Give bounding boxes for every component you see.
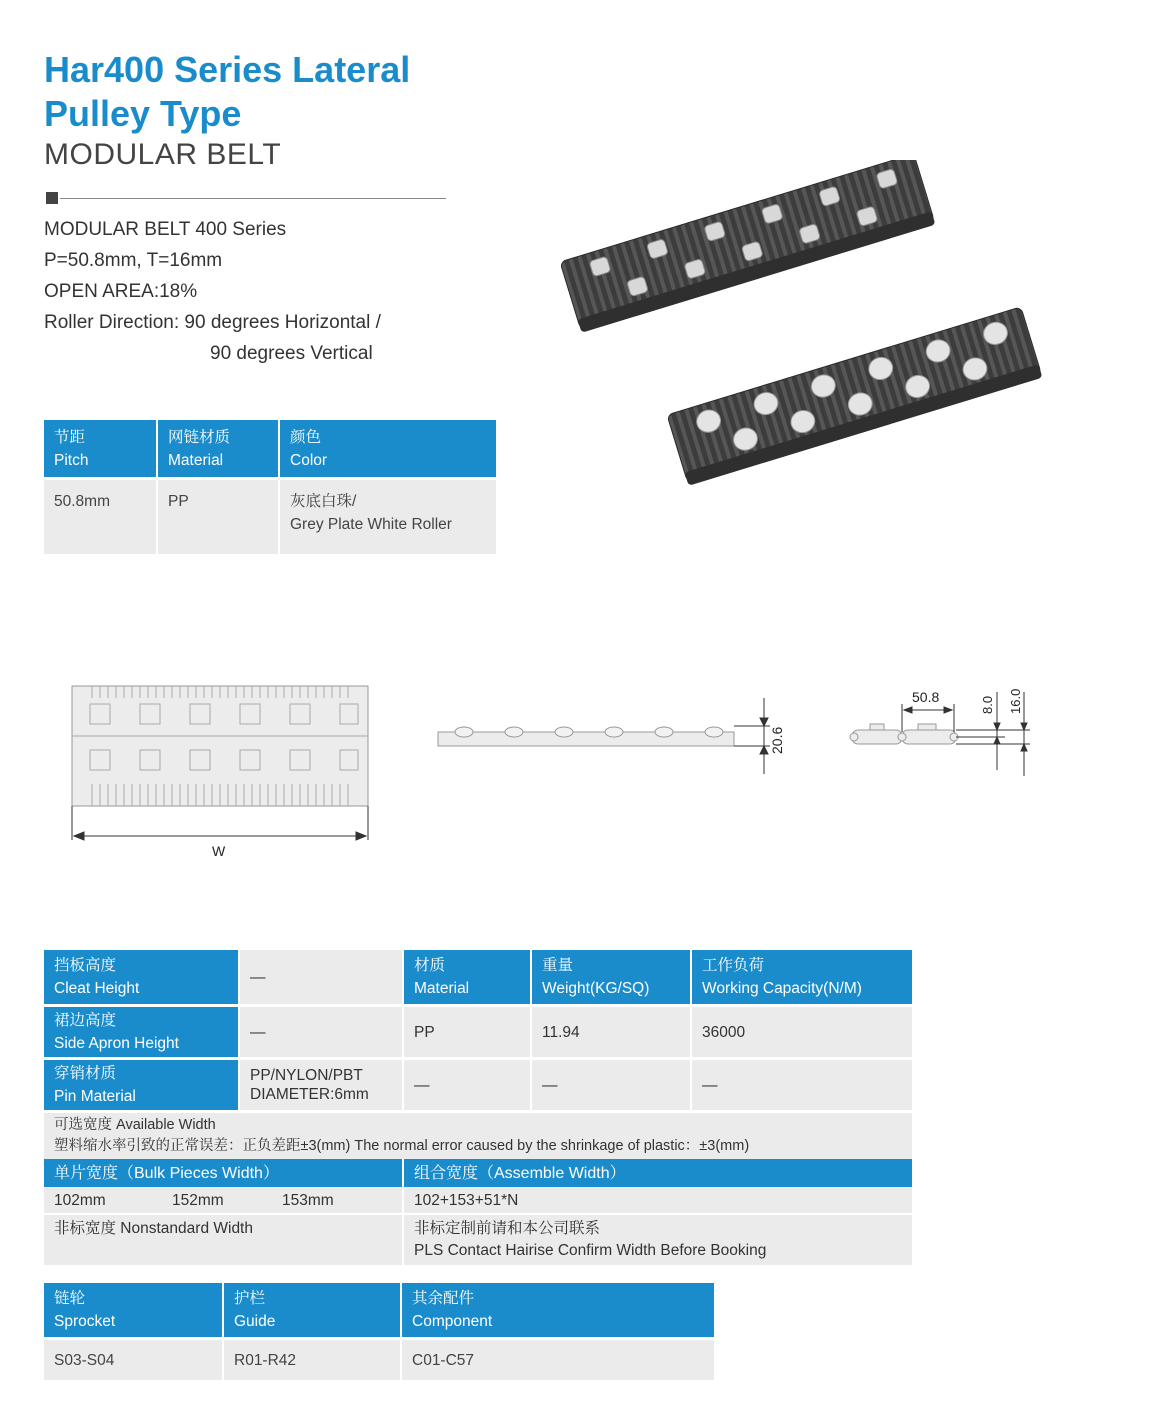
cell-pitch: 50.8mm <box>44 480 156 554</box>
cell-pin-cap-dash: — <box>692 1060 912 1110</box>
bulk-widths-cell <box>44 1187 402 1213</box>
width-152: 152mm <box>172 1191 224 1209</box>
spec-pitch-thickness: P=50.8mm, T=16mm <box>44 250 223 271</box>
belt-module-top <box>560 160 935 333</box>
cell-pin-weight-dash: — <box>532 1060 690 1110</box>
dim-b-label: 16.0 <box>1008 688 1023 714</box>
dim-a-label: 8.0 <box>980 695 995 714</box>
header-pitch: 节距 Pitch <box>44 420 156 477</box>
page-title <box>44 48 410 136</box>
width-102: 102mm <box>54 1191 106 1209</box>
header-material: 网链材质 Material <box>158 420 278 477</box>
cell-weight-value: 11.94 <box>532 1007 690 1057</box>
profile-drawing <box>840 680 1040 780</box>
available-width-note: 可选宽度 Available Width 塑料缩水率引致的正常误差：正负差距±3(mm) The normal error caused by the shrinkage of plastic：±3(mm) <box>44 1113 912 1159</box>
page-subtitle: MODULAR BELT <box>44 138 282 171</box>
title-line-1: Har400 Series Lateral <box>44 49 411 90</box>
accessories-table <box>42 1283 716 1380</box>
divider-rule <box>60 198 446 199</box>
header-pin-material: 穿销材质 Pin Material <box>44 1060 238 1110</box>
spec-series: MODULAR BELT 400 Series <box>44 219 287 240</box>
cell-pin-mat-dash: — <box>404 1060 530 1110</box>
spec-list <box>44 214 381 369</box>
side-view-drawing <box>430 690 800 780</box>
pitch-label: 50.8 <box>912 689 940 705</box>
cell-component: C01-C57 <box>402 1340 714 1380</box>
spec-open-area: OPEN AREA:18% <box>44 281 198 302</box>
width-label: W <box>212 843 226 859</box>
cell-sprocket: S03-S04 <box>44 1340 222 1380</box>
cell-cleat-height: — <box>240 950 402 1004</box>
cell-pin-material: PP/NYLON/PBT DIAMETER:6mm <box>240 1060 402 1110</box>
cell-guide: R01-R42 <box>224 1340 400 1380</box>
nonstandard-width: 非标宽度 Nonstandard Width <box>44 1215 402 1265</box>
cell-capacity-value: 36000 <box>692 1007 912 1057</box>
header-working-capacity: 工作负荷 Working Capacity(N/M) <box>692 950 912 1004</box>
belt-module-bottom <box>667 307 1042 486</box>
contact-note: 非标定制前请和本公司联系 PLS Contact Hairise Confirm Width Before Booking <box>404 1215 912 1265</box>
header-guide: 护栏 Guide <box>224 1283 400 1337</box>
rule-square <box>46 192 58 204</box>
top-view-drawing <box>62 676 382 866</box>
assemble-width-value: 102+153+51*N <box>404 1187 912 1213</box>
header-weight: 重量 Weight(KG/SQ) <box>532 950 690 1004</box>
cell-material-value: PP <box>404 1007 530 1057</box>
spec-roller-direction-2: 90 degrees Vertical <box>210 343 373 364</box>
title-line-2: Pulley Type <box>44 93 242 134</box>
header-sprocket: 链轮 Sprocket <box>44 1283 222 1337</box>
spec-table <box>42 420 498 554</box>
cell-color: 灰底白珠/ Grey Plate White Roller <box>280 480 496 554</box>
product-photo <box>555 160 1045 495</box>
spec-roller-direction: Roller Direction: 90 degrees Horizontal / <box>44 312 381 333</box>
cell-side-apron: — <box>240 1007 402 1057</box>
cell-material: PP <box>158 480 278 554</box>
header-material-2: 材质 Material <box>404 950 530 1004</box>
header-component: 其余配件 Component <box>402 1283 714 1337</box>
header-bulk-width: 单片宽度（Bulk Pieces Width） <box>44 1159 402 1187</box>
header-color: 颜色 Color <box>280 420 496 477</box>
width-153: 153mm <box>282 1191 334 1209</box>
height-label: 20.6 <box>769 726 785 754</box>
header-assemble-width: 组合宽度（Assemble Width） <box>404 1159 912 1187</box>
properties-table <box>42 950 914 1265</box>
header-cleat-height: 挡板高度 Cleat Height <box>44 950 238 1004</box>
header-side-apron: 裙边高度 Side Apron Height <box>44 1007 238 1057</box>
